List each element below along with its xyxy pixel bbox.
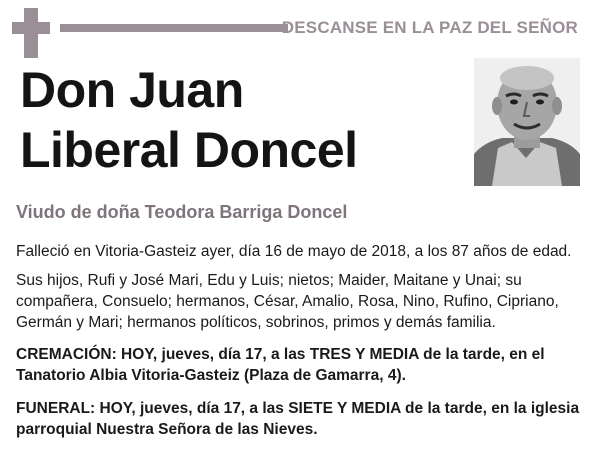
funeral-text: FUNERAL: HOY, jueves, día 17, a las SIETE Y MEDIA de la tarde, en la iglesia parroquial Nuestra Señora de las Nieves. <box>16 400 580 438</box>
death-notice-text: Falleció en Vitoria-Gasteiz ayer, día 16 de mayo de 2018, a los 87 años de edad. <box>16 243 572 260</box>
header-rule <box>60 24 288 32</box>
name-line-2: Liberal Doncel <box>20 122 358 178</box>
deceased-name <box>20 60 358 180</box>
family-list-text: Sus hijos, Rufi y José Mari, Edu y Luis; nietos; Maider, Maitane y Unai; su compañera, Consuelo; hermanos, César, Amalio, Rosa, Nino, Rufino, Cipriano, Germán y Mari; hermanos políticos, sobrinos, primos y demás familia. <box>16 272 559 331</box>
header-title: DESCANSE EN LA PAZ DEL SEÑOR <box>281 18 578 37</box>
name-line-1: Don Juan <box>20 62 244 118</box>
subtitle-widow: Viudo de doña Teodora Barriga Doncel <box>16 202 348 222</box>
cremation-text: CREMACIÓN: HOY, jueves, día 17, a las TRES Y MEDIA de la tarde, en el Tanatorio Albia Vitoria-Gasteiz (Plaza de Gamarra, 4). <box>16 346 545 384</box>
portrait-photo <box>474 58 580 186</box>
